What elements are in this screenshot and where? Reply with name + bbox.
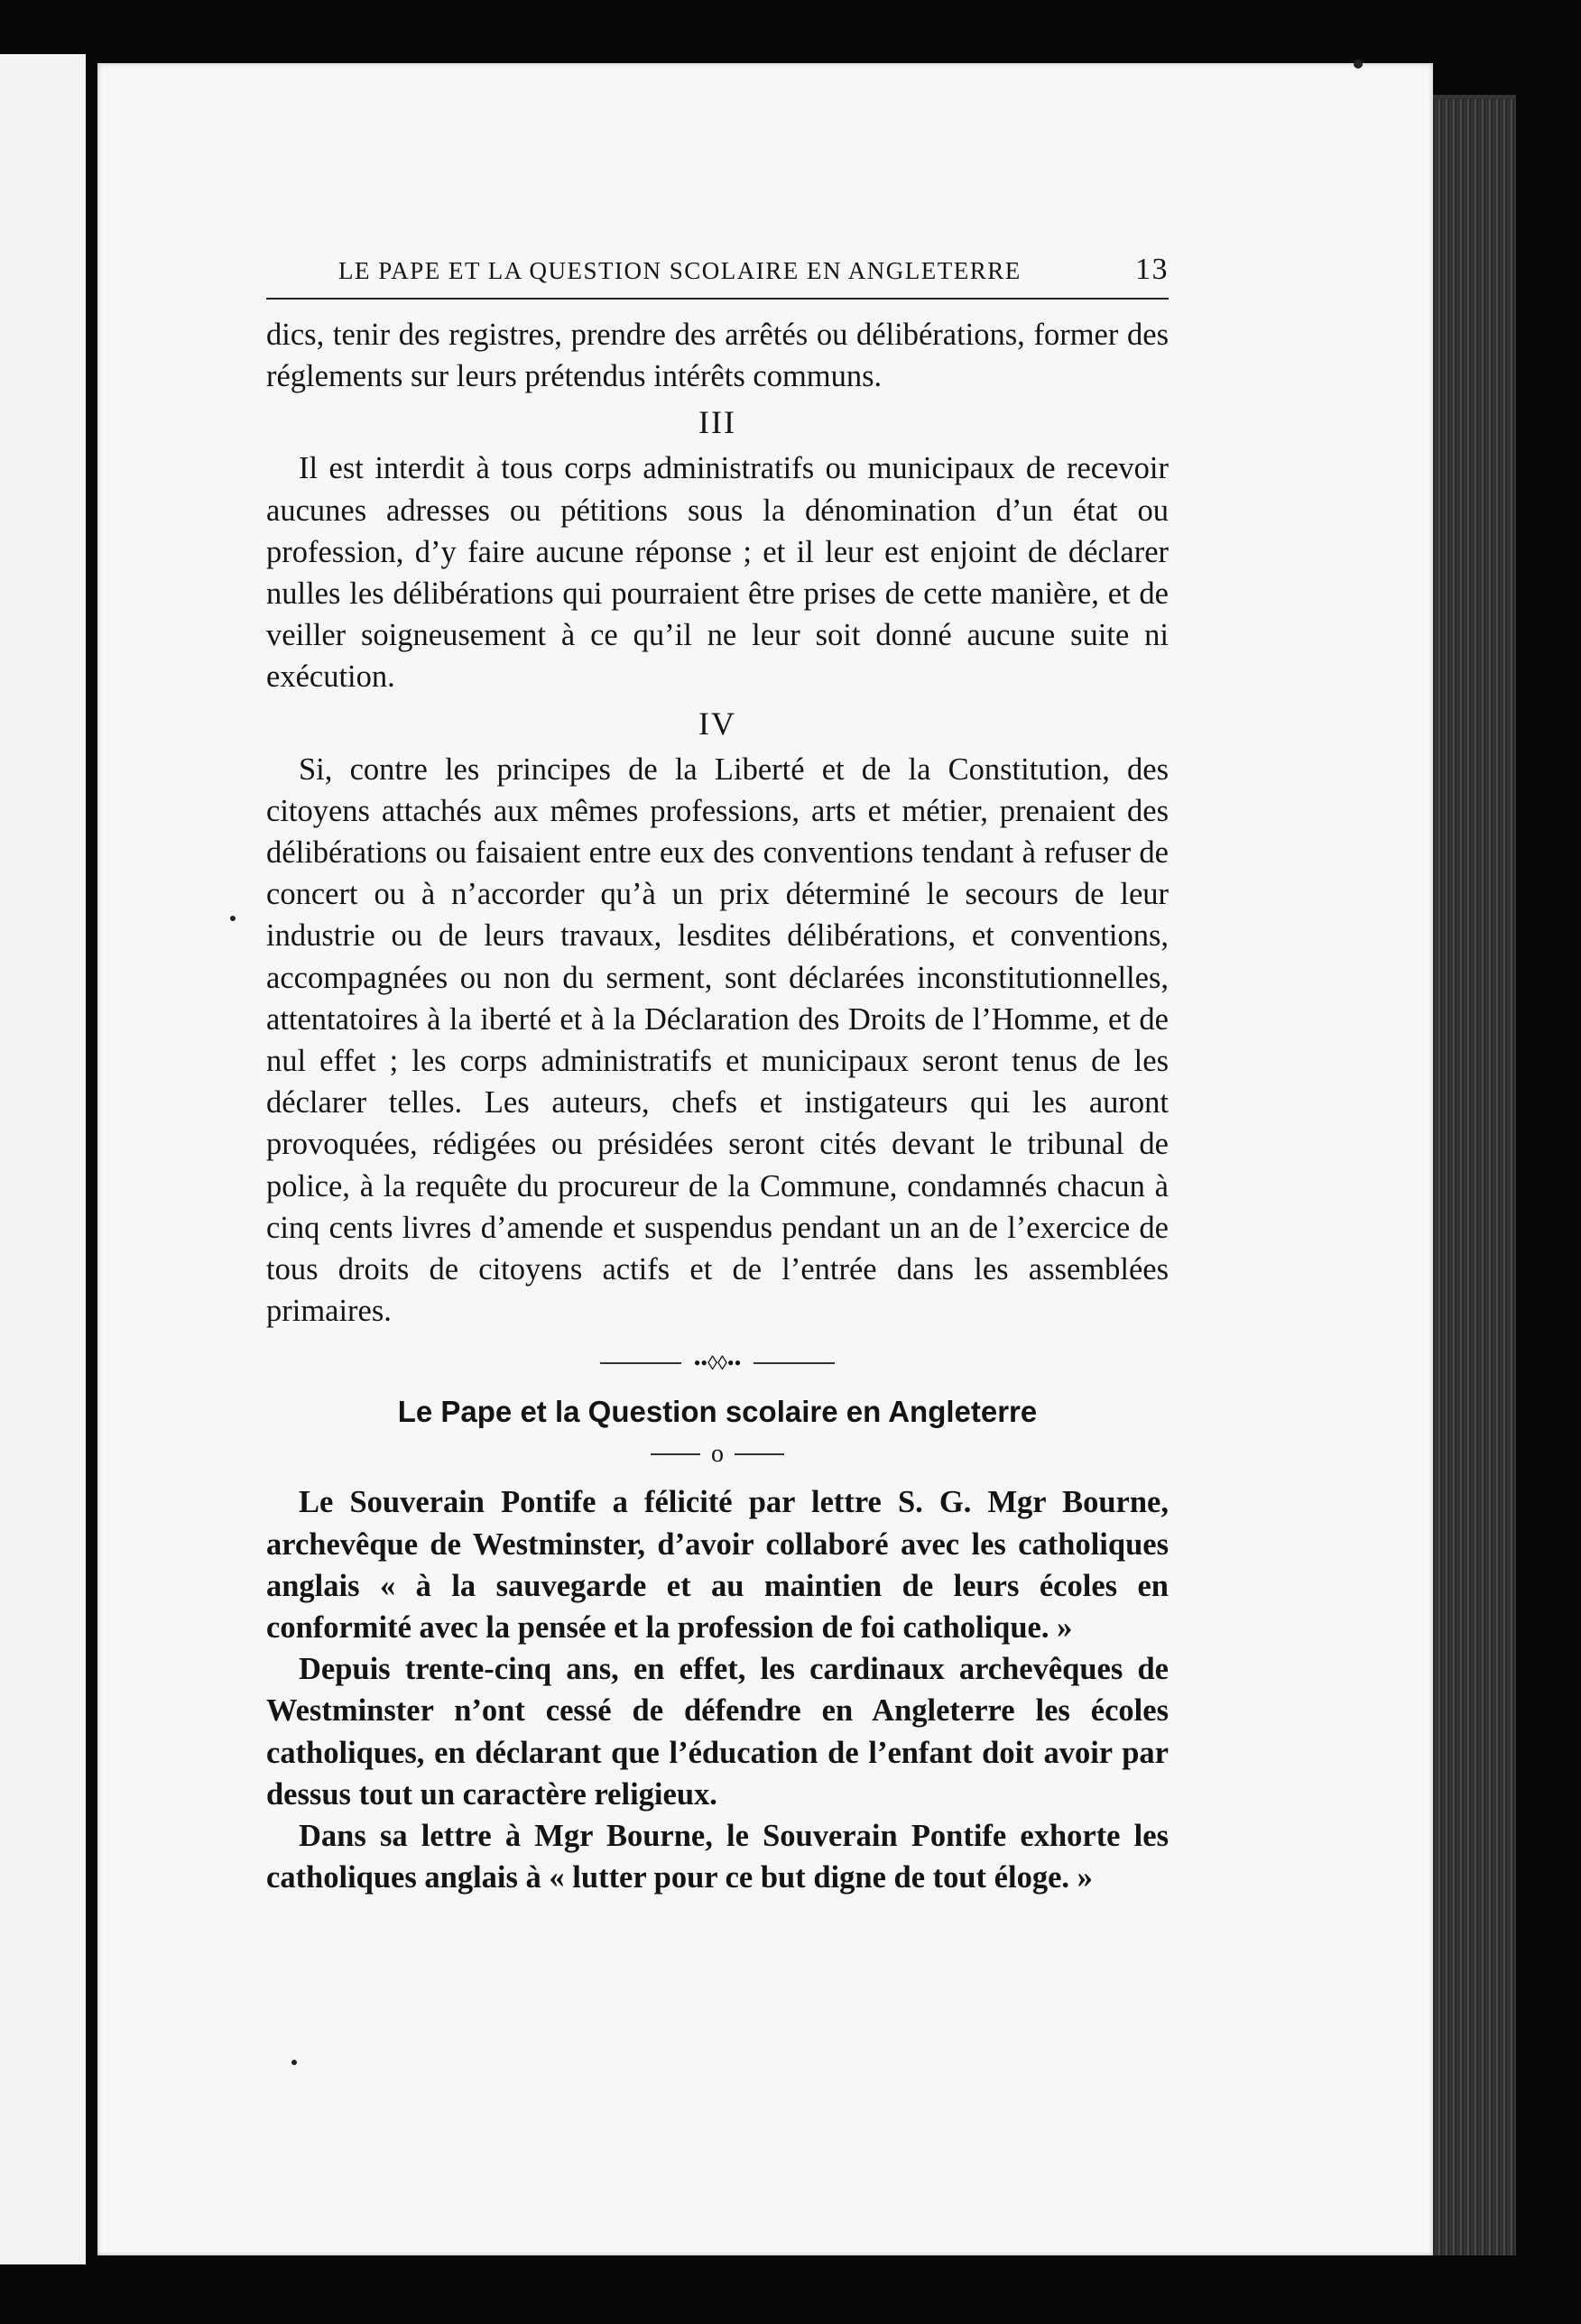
section-numeral-iv: IV — [698, 705, 736, 742]
section-numeral-iii: III — [698, 404, 736, 441]
divider-ornament: ••◊◊•• — [693, 1351, 742, 1375]
title-divider — [266, 1440, 1169, 1469]
scan-speck — [1354, 60, 1363, 69]
running-head-title: LE PAPE ET LA QUESTION SCOLAIRE EN ANGLETERRE — [338, 257, 1022, 284]
title-mark: o — [711, 1440, 724, 1469]
article-body — [266, 1481, 1169, 1898]
section-divider — [266, 1351, 1169, 1375]
section-iv-text: Si, contre les principes de la Liberté et de la Constitution, des citoyens attachés aux mêmes professions, arts et métier, prenaient des délibérations ou faisaient entre eux des conventions tendant à refuser de concert ou à n’accorder qu’à un prix déterminé le secours de leur industrie ou de leurs travaux, lesdites délibérations, et conventions, accompagnées ou non du serment, sont déclarées inconstitutionnelles, attentatoires à la iberté et à la Déclaration des Droits de l’Homme, et de nul effet ; les corps administratifs et municipaux seront tenus de les déclarer telles. Les auteurs, chefs et instigateurs qui les auront provoquées, rédigées ou présidées seront cités devant le tribunal de police, à la requête du procureur de la Commune, condamnés chacun à cinq cents livres d’amende et suspendus pendant un an de l’exercice de tous droits de citoyens actifs et de l’entrée dans les assemblées primaires. — [266, 752, 1169, 1329]
article-paragraph: Depuis trente-cinq ans, en effet, les cardinaux archevêques de Westminster n’ont cessé de défendre en Angleterre les écoles catholiques, en déclarant que l’éducation de l’enfant doit avoir par dessus tout un caractère religieux. — [266, 1652, 1169, 1812]
section-iii-text: Il est interdit à tous corps administratifs ou municipaux de recevoir aucunes adresses ou pétitions sous la dénomination d’un état ou profession, d’y faire aucune réponse ; et il leur est enjoint de déclarer nulles les délibérations qui pourraient être prises de cette manière, et de veiller soigneusement à ce qu’il ne leur soit donné aucune suite ni exécution. — [266, 451, 1169, 695]
book-page-edges — [1430, 99, 1516, 2255]
title-rule-right — [735, 1453, 784, 1455]
running-head — [266, 253, 1169, 298]
header-rule — [266, 298, 1169, 300]
scan-speck — [230, 916, 236, 921]
facing-page-edge — [0, 54, 86, 2264]
page-number: 13 — [1135, 253, 1169, 286]
divider-rule-right — [754, 1362, 835, 1364]
page-content — [266, 253, 1169, 1899]
continued-paragraph: dics, tenir des registres, prendre des arrêtés ou délibérations, former des réglements sur leurs prétendus intérêts communs. — [266, 318, 1169, 394]
title-rule-left — [651, 1453, 700, 1455]
article-paragraph: Dans sa lettre à Mgr Bourne, le Souverain Pontife exhorte les catholiques anglais à « lutter pour ce but digne de tout éloge. » — [266, 1819, 1169, 1895]
divider-rule-left — [600, 1362, 681, 1364]
article-title: Le Pape et la Question scolaire en Angleterre — [397, 1395, 1038, 1429]
scan-speck — [291, 2060, 297, 2065]
article-paragraph: Le Souverain Pontife a félicité par lettre S. G. Mgr Bourne, archevêque de Westminster, d’avoir collaboré avec les catholiques anglais « à la sauvegarde et au maintien de leurs écoles en conformité avec la pensée et la profession de foi catholique. » — [266, 1485, 1169, 1646]
